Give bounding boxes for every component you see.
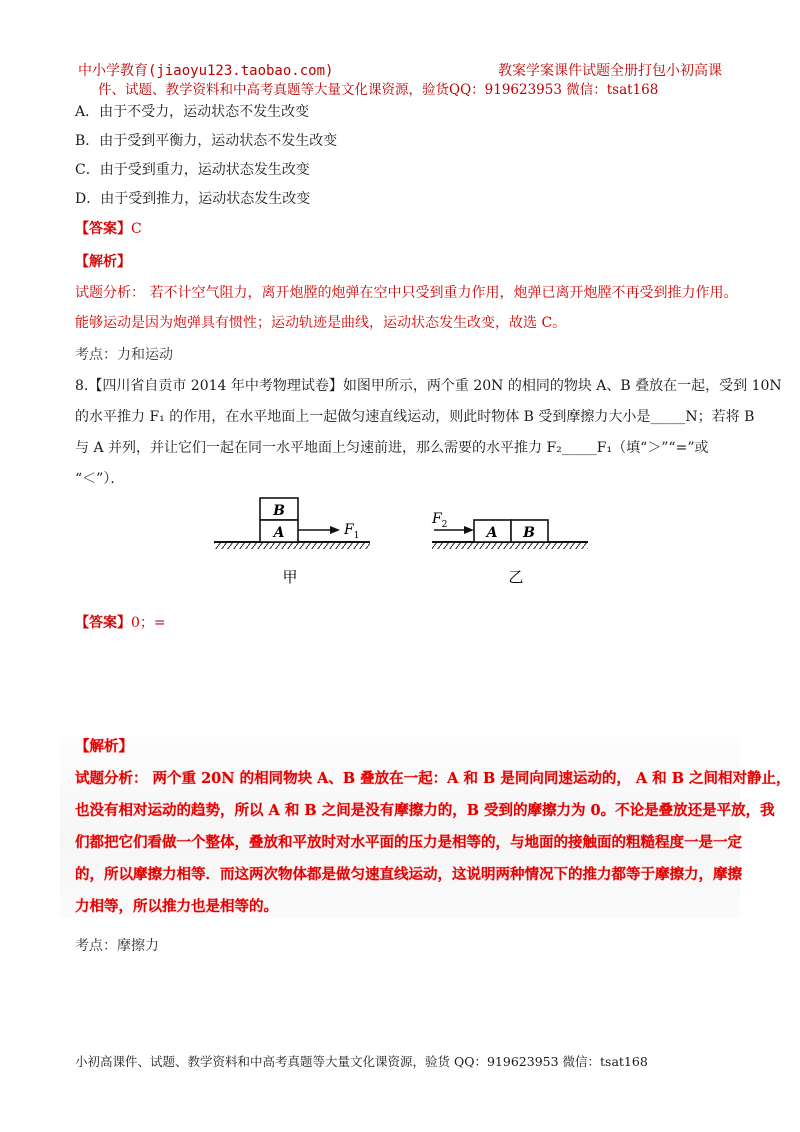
label-b-left: B bbox=[273, 503, 285, 519]
q8-analysis-line-3: 们都把它们看做一个整体，叠放和平放时对水平面的压力是相等的，与地面的接触面的粗糙程度一是一定 bbox=[75, 834, 742, 851]
q8-line-3: 与 A 并列，并让它们一起在同一水平地面上匀速前进，那么需要的水平推力 F₂_____F₁（填“＞”“=”或 bbox=[75, 440, 709, 456]
q8-analysis-line-4: 的，所以摩擦力相等．而这两次物体都是做匀速直线运动，这说明两种情况下的推力都等于摩擦力，摩擦 bbox=[75, 866, 742, 883]
label-f1-sub: 1 bbox=[353, 531, 360, 541]
q8-kaodian: 考点：摩擦力 bbox=[75, 938, 159, 954]
force-f1-arrow bbox=[298, 526, 340, 534]
answer-tag: 【答案】 bbox=[75, 221, 131, 237]
label-f2-letter: F bbox=[432, 511, 442, 527]
q7-analysis-tag: 【解析】 bbox=[75, 254, 131, 270]
q8-line-2: 的水平推力 F₁ 的作用，在水平地面上一起做匀速直线运动，则此时物体 B 受到摩擦力大小是_____N；若将 B bbox=[75, 409, 755, 425]
label-f2-sub: 2 bbox=[441, 520, 448, 530]
option-d: D．由于受到推力，运动状态发生改变 bbox=[75, 191, 311, 207]
header-left: 中小学教育(jiaoyu123.taobao.com) bbox=[78, 63, 334, 79]
q8-analysis-line-1: 试题分析： 两个重 20N 的相同物块 A、B 叠放在一起：A 和 B 是同向同速运动的， A 和 B 之间相对静止， bbox=[75, 770, 791, 787]
q8-line-1: 8.【四川省自贡市 2014 年中考物理试卷】如图甲所示，两个重 20N 的相同的物块 A、B 叠放在一起，受到 10N bbox=[75, 378, 782, 394]
caption-jia: 甲 bbox=[282, 568, 298, 586]
q8-answer-tag: 【答案】 bbox=[75, 615, 131, 631]
q7-kaodian: 考点：力和运动 bbox=[75, 347, 173, 363]
label-a-right: A bbox=[486, 525, 498, 541]
page-footer: 小初高课件、试题、教学资料和中高考真题等大量文化课资源，验货 QQ：919623953 微信：tsat168 bbox=[75, 1054, 648, 1069]
label-f1 bbox=[343, 522, 359, 541]
q7-analysis-line-1: 试题分析： 若不计空气阻力，离开炮膛的炮弹在空中只受到重力作用，炮弹已离开炮膛不再受到推力作用。 bbox=[75, 285, 738, 301]
caption-yi: 乙 bbox=[508, 568, 524, 586]
q8-answer bbox=[75, 612, 166, 632]
q8-analysis-line-2: 也没有相对运动的趋势，所以 A 和 B 之间是没有摩擦力的，B 受到的摩擦力为 0。不论是叠放还是平放，我 bbox=[75, 802, 775, 819]
option-b: B．由于受到平衡力，运动状态不发生改变 bbox=[75, 133, 338, 149]
header-right: 教案学案课件试题全册打包小初高课 bbox=[498, 63, 722, 79]
label-a-left: A bbox=[273, 525, 285, 541]
force-f2-arrow bbox=[434, 526, 474, 534]
header-line2: 件、试题、教学资料和中高考真题等大量文化课资源，验货QQ：919623953 微信：tsat168 bbox=[98, 82, 659, 98]
q8-analysis-tag: 【解析】 bbox=[75, 738, 133, 755]
option-c: C．由于受到重力，运动状态发生改变 bbox=[75, 162, 310, 178]
q8-figure bbox=[200, 490, 600, 590]
ground-left bbox=[214, 542, 370, 549]
q7-answer bbox=[75, 218, 142, 238]
q7-analysis-line-2: 能够运动是因为炮弹具有惯性；运动轨迹是曲线，运动状态发生改变，故选 C。 bbox=[75, 315, 567, 331]
ground-right bbox=[432, 542, 588, 549]
q8-answer-value: 0；= bbox=[131, 615, 166, 631]
q8-line-4: “＜”）． bbox=[75, 471, 125, 487]
label-f2 bbox=[431, 511, 447, 530]
label-f1-letter: F bbox=[344, 522, 354, 538]
answer-value: C bbox=[131, 221, 142, 237]
option-a: A．由于不受力，运动状态不发生改变 bbox=[75, 104, 310, 120]
label-b-right: B bbox=[523, 525, 535, 541]
q8-analysis-line-5: 力相等，所以推力也是相等的。 bbox=[75, 898, 278, 915]
